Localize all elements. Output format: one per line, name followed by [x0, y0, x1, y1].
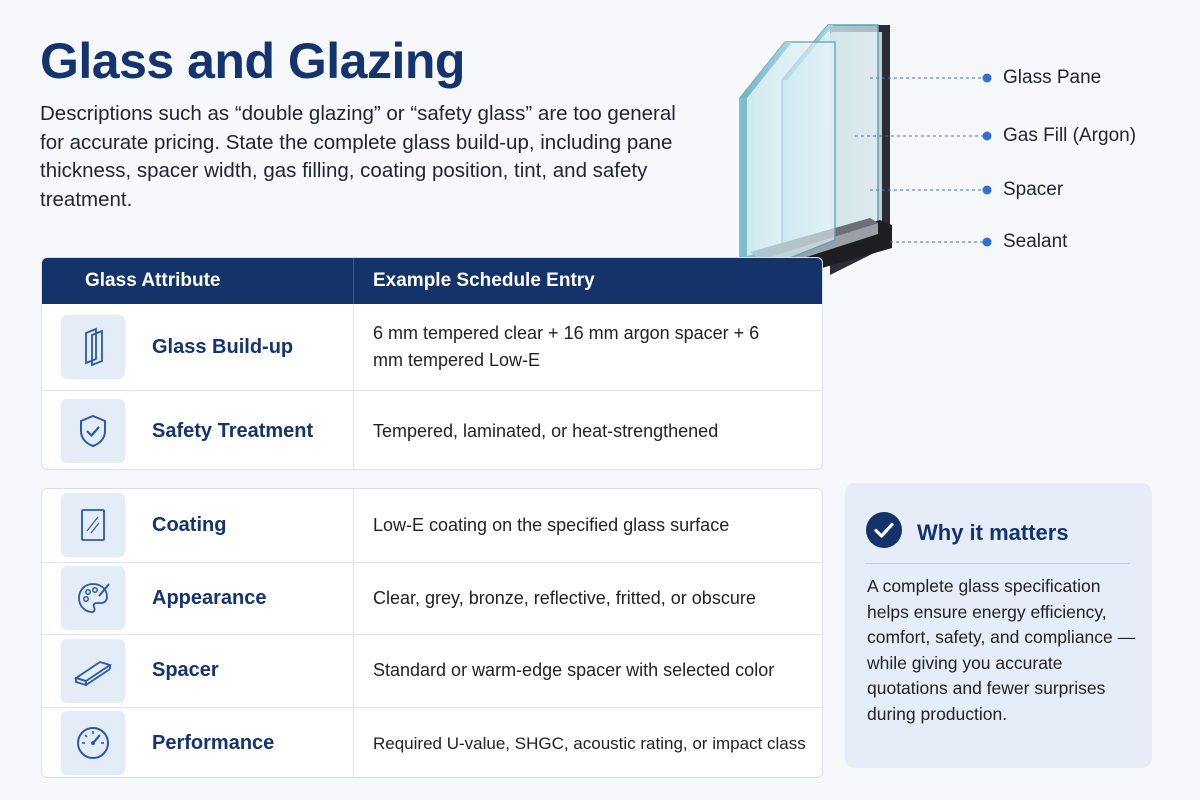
entry-text: Standard or warm-edge spacer with selected color: [373, 660, 775, 681]
palette-icon: [61, 566, 125, 630]
attribute-label: Coating: [152, 513, 227, 536]
glass-panes-icon: [61, 315, 125, 379]
callout-gas-fill: Gas Fill (Argon): [1003, 125, 1137, 146]
table-row: [42, 707, 822, 779]
glass-attribute-table-continued: [41, 488, 823, 778]
attribute-label: Performance: [152, 731, 275, 754]
attribute-label: Safety Treatment: [152, 419, 314, 442]
why-it-matters-panel: [845, 483, 1152, 768]
why-title: Why it matters: [917, 519, 1069, 545]
table-row: [42, 390, 822, 470]
callout-sealant: Sealant: [1003, 231, 1068, 252]
spacer-bar-icon: [61, 639, 125, 703]
callout-spacer: Spacer: [1003, 179, 1064, 200]
attribute-label: Spacer: [152, 659, 219, 682]
table-header: [42, 258, 822, 304]
entry-text: Required U-value, SHGC, acoustic rating, or impact class: [373, 733, 806, 753]
why-body: A complete glass specification helps ensure energy efficiency, comfort, safety, and compliance — while giving you accurate quotations and fewer surprises during production.: [867, 576, 1136, 724]
attribute-label: Appearance: [152, 586, 267, 609]
entry-text: Clear, grey, bronze, reflective, fritted, or obscure: [373, 587, 756, 608]
glass-attribute-table: [41, 257, 823, 470]
header-glass-attribute: Glass Attribute: [42, 258, 354, 304]
table-row: [42, 489, 822, 562]
attribute-label: Glass Build-up: [152, 335, 294, 358]
page-title: Glass and Glazing: [40, 33, 465, 89]
callout-glass-pane: Glass Pane: [1003, 67, 1102, 88]
header-example-entry: Example Schedule Entry: [373, 270, 595, 291]
shield-check-icon: [61, 399, 125, 463]
table-row: [42, 634, 822, 707]
entry-text: 6 mm tempered clear + 16 mm argon spacer + 6 mm tempered Low-E: [373, 323, 760, 370]
gauge-icon: [61, 711, 125, 775]
entry-text: Tempered, laminated, or heat-strengthened: [373, 420, 719, 441]
check-circle-icon: [865, 511, 903, 554]
coating-icon: [61, 493, 125, 557]
divider: [865, 563, 1130, 564]
entry-text: Low-E coating on the specified glass surface: [373, 514, 730, 535]
intro-paragraph: Descriptions such as “double glazing” or “safety glass” are too general for accurate pricing. State the complete glass build-up, including pane thickness, spacer width, gas filling, coating position, tint, and safety treatment.: [40, 102, 676, 211]
front-pane: [740, 42, 835, 278]
table-row: [42, 562, 822, 635]
table-row: [42, 304, 822, 390]
